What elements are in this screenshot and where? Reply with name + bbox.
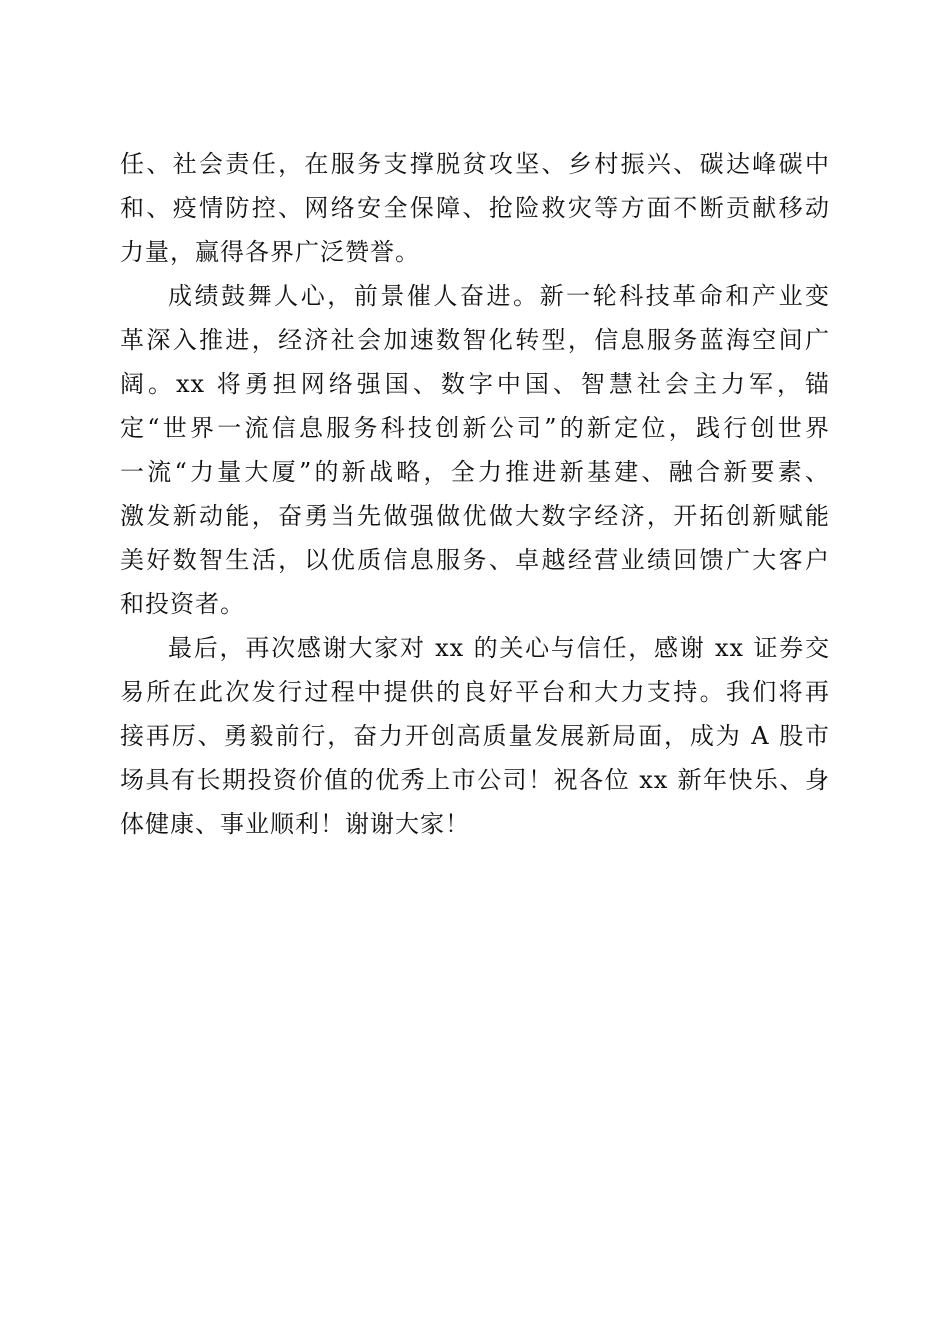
text-line: 革深入推进，经济社会加速数智化转型，信息服务蓝海空间广	[120, 326, 830, 354]
text-line: 最后，再次感谢大家对 xx 的关心与信任，感谢 xx 证券交	[168, 634, 830, 662]
text-line: 任、社会责任，在服务支撑脱贫攻坚、乡村振兴、碳达峰碳中	[120, 150, 830, 178]
text-line: 一流“力量大厦”的新战略，全力推进新基建、融合新要素、	[120, 458, 830, 486]
text-line: 易所在此次发行过程中提供的良好平台和大力支持。我们将再	[120, 678, 830, 706]
text-line: 成绩鼓舞人心，前景催人奋进。新一轮科技革命和产业变	[168, 282, 830, 310]
text-line: 和投资者。	[120, 590, 245, 618]
text-line: 和、疫情防控、网络安全保障、抢险救灾等方面不断贡献移动	[120, 194, 830, 222]
text-line: 美好数智生活，以优质信息服务、卓越经营业绩回馈广大客户	[120, 546, 830, 574]
text-line: 体健康、事业顺利！谢谢大家！	[120, 810, 470, 838]
text-line: 定“世界一流信息服务科技创新公司”的新定位，践行创世界	[120, 414, 830, 442]
document-body	[120, 142, 830, 846]
text-line: 场具有长期投资价值的优秀上市公司！祝各位 xx 新年快乐、身	[120, 766, 830, 794]
text-line: 阔。xx 将勇担网络强国、数字中国、智慧社会主力军，锚	[120, 370, 830, 398]
text-line: 力量，赢得各界广泛赞誉。	[120, 238, 420, 266]
text-line: 接再厉、勇毅前行，奋力开创高质量发展新局面，成为 A 股市	[120, 722, 830, 750]
text-line: 激发新动能，奋勇当先做强做优做大数字经济，开拓创新赋能	[120, 502, 830, 530]
